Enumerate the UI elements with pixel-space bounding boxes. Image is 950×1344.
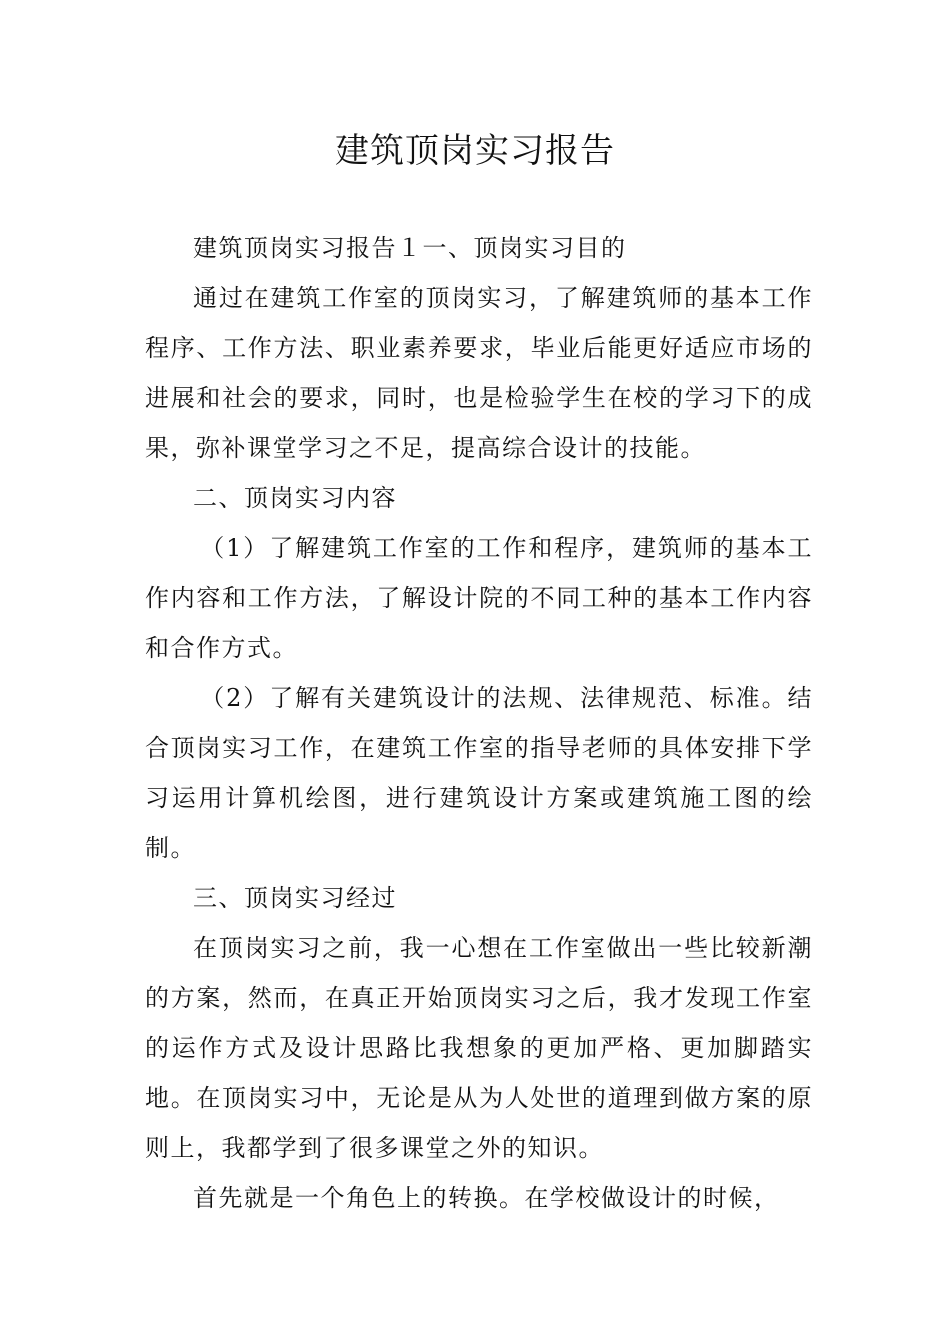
paragraph-experience: 在顶岗实习之前，我一心想在工作室做出一些比较新潮的方案，然而，在真正开始顶岗实习之后，我才发现工作室的运作方式及设计思路比我想象的更加严格、更加脚踏实地。在顶岗实习中，无论是从为人处世的道理到做方案的原则上，我都学到了很多课堂之外的知识。	[145, 934, 813, 1162]
paragraph-role-change: 首先就是一个角色上的转换。在学校做设计的时候，	[193, 1184, 780, 1212]
paragraph-content-item-2: （2）了解有关建筑设计的法规、法律规范、标准。结合顶岗实习工作，在建筑工作室的指导老师的具体安排下学习运用计算机绘图，进行建筑设计方案或建筑施工图的绘制。	[145, 684, 813, 862]
document-title: 建筑顶岗实习报告	[335, 131, 615, 171]
paragraph-intro-heading: 建筑顶岗实习报告１一、顶岗实习目的	[193, 234, 627, 262]
paragraph-purpose: 通过在建筑工作室的顶岗实习，了解建筑师的基本工作程序、工作方法、职业素养要求，毕业后能更好适应市场的进展和社会的要求，同时，也是检验学生在校的学习下的成果，弥补课堂学习之不足，提高综合设计的技能。	[145, 284, 813, 462]
paragraph-content-item-1: （1）了解建筑工作室的工作和程序，建筑师的基本工作内容和工作方法，了解设计院的不同工种的基本工作内容和合作方式。	[145, 534, 813, 662]
document-body	[145, 223, 813, 1223]
paragraph-section-three-heading: 三、顶岗实习经过	[193, 884, 397, 912]
paragraph-section-two-heading: 二、顶岗实习内容	[193, 484, 397, 512]
